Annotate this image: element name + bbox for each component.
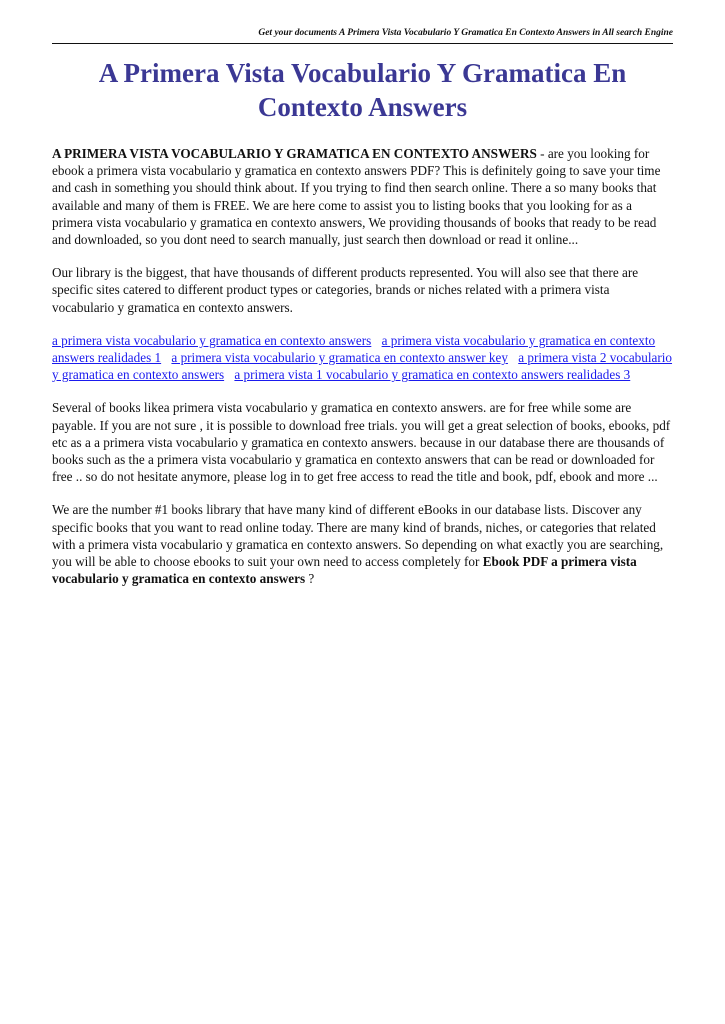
- related-link-2[interactable]: a primera vista vocabulario y gramatica en contexto answers realidades 1: [52, 332, 656, 366]
- page-title: A Primera Vista Vocabulario Y Gramatica En Contexto Answers: [98, 58, 627, 122]
- related-link-3[interactable]: a primera vista vocabulario y gramatica en contexto answer key: [171, 350, 508, 366]
- closing-text: We are the number #1 books library that have many kind of different eBooks in our database lists. Discover any specific books that you want to read online today. There are many kind of brands, niches, or categories that related with a primera vista vocabulario y gramatica en contexto answers. So depending on what exactly you are searching, you will be able to choose ebooks to suit your own need to access completely for: [52, 502, 664, 570]
- several-books-paragraph: Several of books likea primera vista vocabulario y gramatica en contexto answers. are for free while some are payable. If you are not sure , it is possible to download free trials. you will get a great selection of books, ebooks, pdf etc as a a primera vista vocabulario y gramatica en contexto answers. because in our database there are thousands of books such as the a primera vista vocabulario y gramatica en contexto answers that can be read or downloaded for free .. so do not hesitate anymore, please log in to get free access to read the title and book, pdf, ebook and more ...: [52, 400, 671, 485]
- closing-end: ?: [305, 571, 315, 587]
- intro-bold-lead: A PRIMERA VISTA VOCABULARIO Y GRAMATICA EN CONTEXTO ANSWERS: [52, 146, 537, 161]
- intro-text: - are you looking for ebook a primera vista vocabulario y gramatica en contexto answers PDF? This is definitely going to save your time and cash in something you should think about. If you trying to find then search online. There a so many books that available and many of them is FREE. We are here come to assist you to listing books that you looking for as a primera vista vocabulario y gramatica en contexto answers, We providing thousands of books that ready to be read and downloaded, so you dont need to search manually, just search then download or read it online...: [52, 146, 661, 248]
- library-paragraph: Our library is the biggest, that have thousands of different products represented. You will also see that there are specific sites catered to different product types or categories, brands or niches related with a primera vista vocabulario y gramatica en contexto answers.: [52, 265, 639, 315]
- closing-paragraph: [52, 501, 673, 587]
- header-divider: [52, 43, 673, 44]
- running-header: Get your documents A Primera Vista Vocabulario Y Gramatica En Contexto Answers in All search Engine: [258, 28, 673, 38]
- closing-bold-tail: Ebook PDF a primera vista vocabulario y gramatica en contexto answers: [52, 554, 637, 587]
- related-link-1[interactable]: a primera vista vocabulario y gramatica en contexto answers: [52, 332, 372, 348]
- related-link-4[interactable]: a primera vista 2 vocabulario y gramatica en contexto answers: [52, 350, 673, 383]
- related-links: [52, 332, 673, 384]
- related-link-5[interactable]: a primera vista 1 vocabulario y gramatica en contexto answers realidades 3: [234, 367, 631, 383]
- intro-paragraph: [52, 145, 673, 248]
- document-body: [52, 145, 673, 603]
